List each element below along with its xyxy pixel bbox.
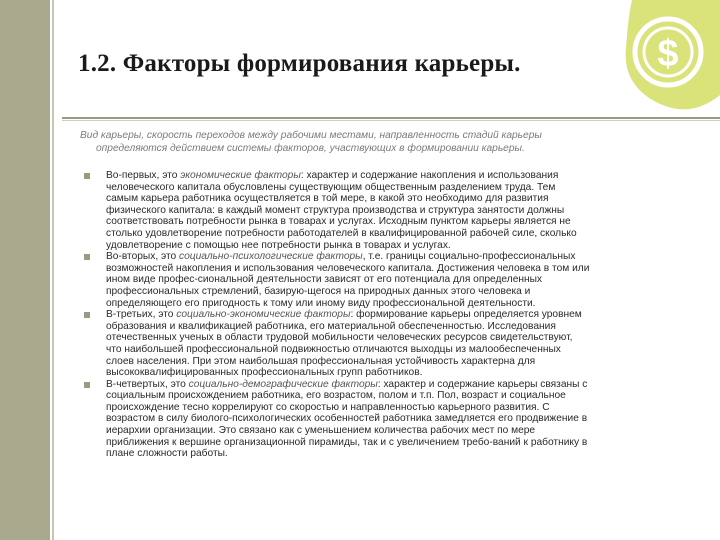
intro-paragraph bbox=[80, 130, 680, 155]
title-divider-shadow bbox=[62, 120, 720, 121]
bullet-lead: Во-первых, это bbox=[106, 170, 181, 181]
bullet-marker-icon bbox=[84, 382, 90, 388]
bullet-emphasis: социально-демографические факторы bbox=[188, 378, 378, 390]
intro-line-1: Вид карьеры, скорость переходов между рабочими местами, направленность стадий карьеры bbox=[80, 130, 542, 141]
bullet-marker-icon bbox=[84, 173, 90, 179]
factor-item-social-demographic bbox=[84, 379, 684, 460]
bullet-lead: В-третьих, это bbox=[106, 309, 177, 321]
bullet-text: : формирование карьеры определяется уровнем образования и квалификацией работника, его материальной обеспеченностью. Исследования отечественных ученых в области трудовой мобильности человеческих ресурсов свидетельствуют, что наибольшей профессиональной подвижностью отличаются выходцы из малообеспеченных слоев населения. При этом наибольшая профессиональная устойчивость характерна для высококвалифицированных профессиональных групп работников. bbox=[106, 309, 582, 379]
bullet-emphasis: социально-экономические факторы bbox=[176, 309, 351, 321]
bullet-text: : характер и содержание накопления и использования человеческого капитала обусловлены существующим общественным разделением труда. Тем самым карьера работника осуществляется в той мере, в какой это необходимо для развития физического капитала: в каждый момент структура производства и структура занятости должны соответствовать потребности рынка в товарах и услугах. Исходным пунктом карьеры является не столько удовлетворение потребности работодателей в квалифицированной рабочей силе, сколько удовлетворение с помощью нее потребности рынка в товарах и услугах. bbox=[106, 170, 577, 251]
factor-list bbox=[84, 170, 684, 460]
left-sidebar-bar bbox=[0, 0, 50, 540]
slide-title: 1.2. Факторы формирования карьеры. bbox=[78, 50, 521, 77]
title-divider bbox=[62, 117, 720, 119]
intro-line-2: определяются действием системы факторов, участвующих в формировании карьеры. bbox=[96, 142, 525, 154]
factor-item-economic bbox=[84, 170, 684, 251]
bullet-text: : характер и содержание карьеры связаны с социальным происхождением работника, его возрастом, полом и т.п. Пол, возраст и социальное происхождение тесно коррелируют со скоростью и направленностью карьерного развития. С возрастом в силу биолого-психологических особенностей работника замедляется его продвижение в иерархии организации. Это связано как с уменьшением количества рабочих мест по мере приближения к вершине организационной пирамиды, так и с увеличением требо-ваний к работнику в плане сложности работы. bbox=[106, 378, 588, 460]
bullet-emphasis: экономические факторы bbox=[180, 170, 301, 181]
dollar-coin-icon bbox=[620, 0, 720, 118]
sidebar-edge-line bbox=[52, 0, 54, 540]
factor-item-social-economic bbox=[84, 309, 684, 379]
bullet-text: , т.е. границы социально-профессиональных возможностей накопления и использования человеческого капитала. Достижения человека в том или ином виде профес-сиональной деятельности зависят от его потенциала для определенных профессиональных стремлений, базирую-щегося на природных данных этого человека и определяющего его пригодность к тому или иному виду профессиональной деятельности. bbox=[106, 251, 590, 309]
bullet-emphasis: социально-психологические факторы bbox=[179, 251, 363, 263]
bullet-marker-icon bbox=[84, 254, 90, 260]
bullet-marker-icon bbox=[84, 312, 90, 318]
bullet-lead: В-четвертых, это bbox=[106, 378, 189, 390]
factor-item-social-psychological bbox=[84, 251, 684, 309]
svg-text:$: $ bbox=[657, 33, 679, 75]
bullet-lead: Во-вторых, это bbox=[106, 251, 180, 263]
